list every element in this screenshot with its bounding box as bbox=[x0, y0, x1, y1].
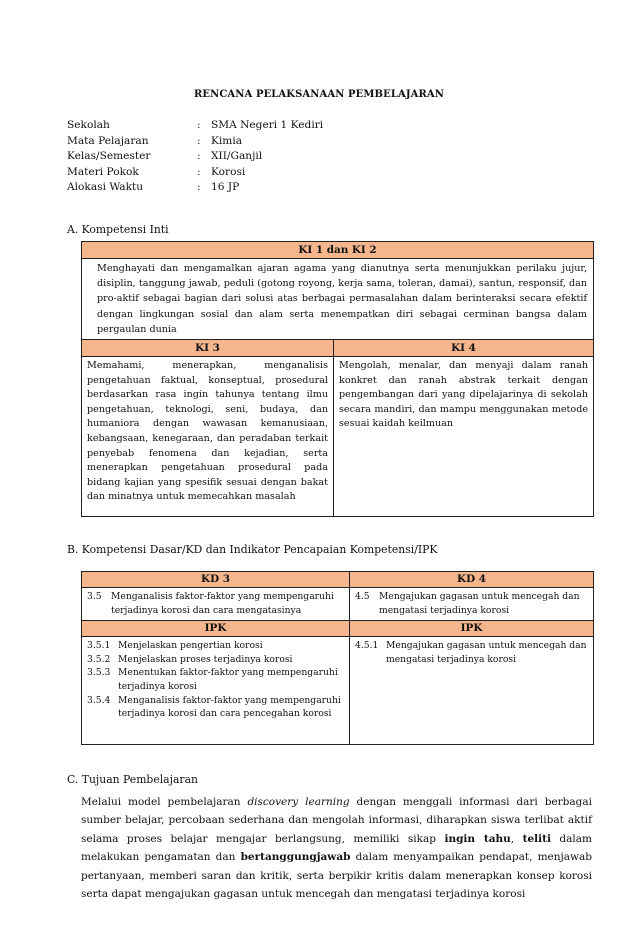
meta-value: Korosi bbox=[211, 165, 246, 178]
meta-row-materi-pokok bbox=[67, 165, 323, 181]
ipk4-cell bbox=[350, 637, 594, 745]
ipk4-header: IPK bbox=[350, 621, 594, 637]
tujuan-bold: ingin tahu bbox=[444, 832, 511, 845]
kd4-header: KD 4 bbox=[350, 572, 594, 588]
ipk-number: 3.5.2 bbox=[87, 653, 111, 665]
meta-colon: : bbox=[197, 150, 201, 163]
ipk-item bbox=[87, 653, 344, 667]
ipk-number: 3.5.3 bbox=[87, 667, 111, 679]
ipk-number: 3.5.1 bbox=[87, 640, 111, 652]
meta-row-kelas-semester bbox=[67, 149, 323, 165]
ki3-text: Memahami, menerapkan, menganalisis pengetahuan faktual, konseptual, prosedural berdasarkan rasa ingin tahunya tentang ilmu pengetahuan, teknologi, seni, budaya, dan humaniora dengan wawasan kemanusiaan, kebangsaan, kenegaraan, dan peradaban terkait penyebab fenomena dan kejadian, serta menerapkan pengetahuan prosedural pada bidang kajian yang spesifik sesuai dengan bakat dan minatnya untuk memecahkan masalah bbox=[82, 357, 334, 517]
meta-value: SMA Negeri 1 Kediri bbox=[211, 119, 324, 131]
meta-row-alokasi-waktu bbox=[67, 180, 323, 196]
ipk-text: Menganalisis faktor-faktor yang mempengaruhi terjadinya korosi dan cara pencegahan korosi bbox=[118, 694, 341, 720]
ipk-text: Menentukan faktor-faktor yang mempengaruhi terjadinya korosi bbox=[118, 667, 338, 692]
tujuan-emphasis: discovery learning bbox=[247, 796, 350, 808]
kompetensi-inti-table bbox=[81, 241, 594, 517]
tujuan-bold: bertanggungjawab bbox=[240, 851, 351, 864]
ipk-item bbox=[87, 694, 344, 721]
kd-text: Menganalisis faktor-faktor yang mempengaruhi terjadinya korosi dan cara mengatasinya bbox=[111, 591, 334, 616]
meta-row-sekolah bbox=[67, 118, 323, 134]
section-c-heading: C. Tujuan Pembelajaran bbox=[67, 773, 198, 786]
section-a-heading: A. Kompetensi Inti bbox=[67, 223, 169, 236]
ipk-text: Mengajukan gagasan untuk mencegah dan mengatasi terjadinya korosi bbox=[386, 640, 587, 665]
tujuan-text: , bbox=[510, 832, 523, 845]
ki12-text: Menghayati dan mengamalkan ajaran agama yang dianutnya serta menunjukkan perilaku jujur, disiplin, tanggung jawab, peduli (gotong royong, kerja sama, toleran, damai), santun, responsif, dan pro-aktif sebagai bagian dari solusi atas berbagai permasalahan dalam berinteraksi secara efektif dengan lingkungan sosial dan alam serta menempatkan diri sebagai cerminan bangsa dalam pergaulan dunia bbox=[82, 259, 594, 340]
kd3-item bbox=[87, 590, 344, 617]
ki4-text: Mengolah, menalar, dan menyaji dalam ranah konkret dan ranah abstrak terkait dengan pengembangan dari yang dipelajarinya di sekolah secara mandiri, dan mampu menggunakan metode sesuai kaidah keilmuan bbox=[334, 357, 594, 517]
meta-value: XII/Ganjil bbox=[211, 150, 263, 163]
section-b-heading: B. Kompetensi Dasar/KD dan Indikator Pencapaian Kompetensi/IPK bbox=[67, 543, 438, 556]
kd4-cell bbox=[350, 588, 594, 621]
kd4-item bbox=[355, 590, 588, 617]
tujuan-text: dengan menggali informasi dari berbagai sumber belajar, percobaan sederhana dan mengolah informasi, diharapkan siswa terlibat aktif selama proses belajar mengajar berlangsung, memiliki sikap bbox=[81, 796, 592, 845]
meta-label: Mata Pelajaran bbox=[67, 134, 149, 147]
meta-colon: : bbox=[197, 119, 201, 131]
ipk-text: Menjelaskan proses terjadinya korosi bbox=[118, 653, 293, 665]
meta-row-mata-pelajaran bbox=[67, 134, 323, 150]
ki12-header: KI 1 dan KI 2 bbox=[82, 242, 594, 259]
ipk-number: 3.5.4 bbox=[87, 694, 111, 706]
kompetensi-dasar-table bbox=[81, 571, 594, 745]
ipk-item bbox=[87, 666, 344, 693]
kd-text: Mengajukan gagasan untuk mencegah dan mengatasi terjadinya korosi bbox=[379, 591, 580, 616]
meta-value: 16 JP bbox=[211, 181, 240, 194]
ipk3-cell bbox=[82, 637, 350, 745]
identity-block bbox=[67, 118, 323, 196]
meta-label: Sekolah bbox=[67, 119, 110, 131]
ipk3-header: IPK bbox=[82, 621, 350, 637]
kd3-header: KD 3 bbox=[82, 572, 350, 588]
tujuan-text: dalam menyampaikan pendapat, menjawab pertanyaan, memberi saran dan kritik, serta berpikir kritis dalam menerapkan konsep korosi serta dapat mengajukan gagasan untuk mencegah dan mengatasi terjadinya korosi bbox=[81, 851, 592, 901]
ki3-header: KI 3 bbox=[82, 340, 334, 357]
meta-label: Kelas/Semester bbox=[67, 150, 151, 163]
tujuan-text: dalam melakukan pengamatan dan bbox=[81, 832, 592, 864]
ipk-text: Menjelaskan pengertian korosi bbox=[118, 640, 263, 652]
tujuan-text: Melalui model pembelajaran bbox=[81, 796, 248, 808]
meta-value: Kimia bbox=[211, 134, 243, 147]
meta-colon: : bbox=[197, 134, 201, 147]
ipk-item bbox=[87, 639, 344, 653]
kd-number: 3.5 bbox=[87, 591, 102, 602]
meta-colon: : bbox=[197, 181, 201, 194]
document-title: RENCANA PELAKSANAAN PEMBELAJARAN bbox=[193, 89, 445, 100]
meta-label: Materi Pokok bbox=[67, 165, 139, 178]
ipk-number: 4.5.1 bbox=[355, 640, 379, 652]
ipk-item bbox=[355, 639, 588, 666]
meta-label: Alokasi Waktu bbox=[67, 181, 144, 194]
kd3-cell bbox=[82, 588, 350, 621]
tujuan-paragraph bbox=[81, 793, 592, 903]
meta-colon: : bbox=[197, 165, 201, 178]
tujuan-bold: teliti bbox=[522, 832, 551, 845]
ki4-header: KI 4 bbox=[334, 340, 594, 357]
kd-number: 4.5 bbox=[355, 591, 370, 602]
